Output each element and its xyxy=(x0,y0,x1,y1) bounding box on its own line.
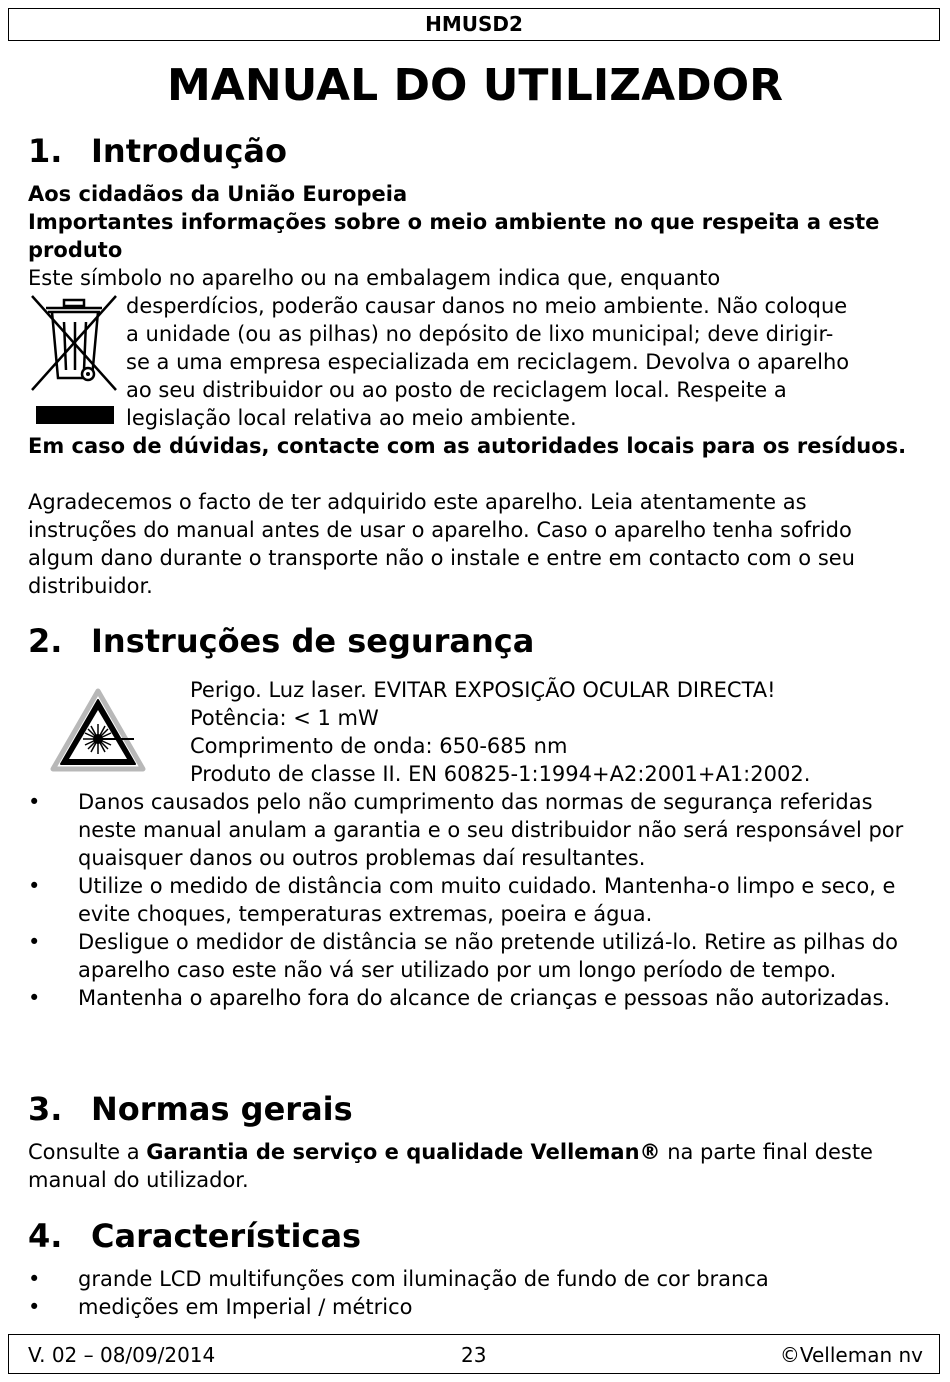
section-number: 4. xyxy=(28,1217,63,1255)
section-heading-caracteristicas xyxy=(28,1216,361,1256)
footer-copyright: ©Velleman nv xyxy=(779,1343,923,1367)
laser-line-2: Potência: < 1 mW xyxy=(190,706,379,730)
safety-bullet-list xyxy=(28,788,928,1012)
general-paragraph xyxy=(28,1138,898,1194)
intro-para-line-5: ao seu distribuidor ou ao posto de reciclagem local. Respeite a xyxy=(126,378,787,402)
section-title: Características xyxy=(91,1217,362,1255)
section-number: 3. xyxy=(28,1090,63,1128)
bullet-icon: • xyxy=(28,930,41,954)
section-title: Instruções de segurança xyxy=(91,622,535,660)
section-title: Normas gerais xyxy=(91,1090,353,1128)
features-bullet-list xyxy=(28,1265,928,1321)
bullet-icon: • xyxy=(28,790,41,814)
list-item-text: Mantenha o aparelho fora do alcance de crianças e pessoas não autorizadas. xyxy=(78,986,891,1010)
bullet-icon: • xyxy=(28,986,41,1010)
general-prefix: Consulte a xyxy=(28,1140,147,1164)
general-warranty-ref: Garantia de serviço e qualidade Velleman® xyxy=(146,1140,661,1164)
intro-para-line-4: se a uma empresa especializada em reciclagem. Devolva o aparelho xyxy=(126,350,850,374)
document-title: MANUAL DO UTILIZADOR xyxy=(167,60,783,111)
intro-bold-note: Em caso de dúvidas, contacte com as autoridades locais para os resíduos. xyxy=(28,434,907,458)
section-heading-introducao xyxy=(28,131,287,171)
list-item xyxy=(28,1293,928,1321)
list-item-text: Desligue o medidor de distância se não pretende utilizá-lo. Retire as pilhas do aparelho caso este não vá ser utilizado por um longo período de tempo. xyxy=(78,930,898,982)
section-heading-normas xyxy=(28,1089,353,1129)
list-item-text: grande LCD multifunções com iluminação de fundo de cor branca xyxy=(78,1267,769,1291)
intro-para-line-1: Este símbolo no aparelho ou na embalagem indica que, enquanto xyxy=(28,266,721,290)
laser-line-4: Produto de classe II. EN 60825-1:1994+A2:2001+A1:2002. xyxy=(190,762,811,786)
section-title: Introdução xyxy=(91,132,287,170)
bullet-icon: • xyxy=(28,1267,41,1291)
intro-thanks: Agradecemos o facto de ter adquirido este aparelho. Leia atentamente as instruções do manual antes de usar o aparelho. Caso o aparelho tenha sofrido algum dano durante o transporte não o instale e entre em contacto com o seu distribuidor. xyxy=(28,490,855,598)
page-footer xyxy=(8,1334,940,1374)
section-heading-seguranca xyxy=(28,621,534,661)
footer-version: V. 02 – 08/09/2014 xyxy=(28,1343,216,1367)
section-number: 1. xyxy=(28,132,63,170)
intro-para-line-6: legislação local relativa ao meio ambiente. xyxy=(126,406,577,430)
laser-line-3: Comprimento de onda: 650-685 nm xyxy=(190,734,568,758)
list-item xyxy=(28,928,928,984)
list-item xyxy=(28,1265,928,1293)
laser-warning-icon xyxy=(50,688,146,772)
list-item-text: Danos causados pelo não cumprimento das normas de segurança referidas neste manual anulam a garantia e o seu distribuidor não será responsável por quaisquer danos ou outros problemas daí resultantes. xyxy=(78,790,904,870)
intro-para-line-3: a unidade (ou as pilhas) no depósito de lixo municipal; deve dirigir- xyxy=(126,322,834,346)
intro-para-line-2: desperdícios, poderão causar danos no meio ambiente. Não coloque xyxy=(126,294,848,318)
footer-page-number: 23 xyxy=(461,1343,487,1367)
header-model: HMUSD2 xyxy=(8,8,940,41)
bullet-icon: • xyxy=(28,1295,41,1319)
list-item xyxy=(28,788,928,872)
list-item xyxy=(28,984,928,1012)
weee-crossed-bin-icon xyxy=(28,294,120,428)
intro-heading-env: Importantes informações sobre o meio ambiente no que respeita a este produto xyxy=(28,210,880,262)
intro-heading-eu: Aos cidadãos da União Europeia xyxy=(28,182,408,206)
list-item xyxy=(28,872,928,928)
list-item-text: Utilize o medido de distância com muito cuidado. Mantenha-o limpo e seco, e evite choques, temperaturas extremas, poeira e água. xyxy=(78,874,896,926)
bullet-icon: • xyxy=(28,874,41,898)
section-number: 2. xyxy=(28,622,63,660)
list-item-text: medições em Imperial / métrico xyxy=(78,1295,413,1319)
general-suffix: na parte final deste manual do utilizador. xyxy=(28,1140,873,1192)
laser-line-1: Perigo. Luz laser. EVITAR EXPOSIÇÃO OCULAR DIRECTA! xyxy=(190,678,776,702)
